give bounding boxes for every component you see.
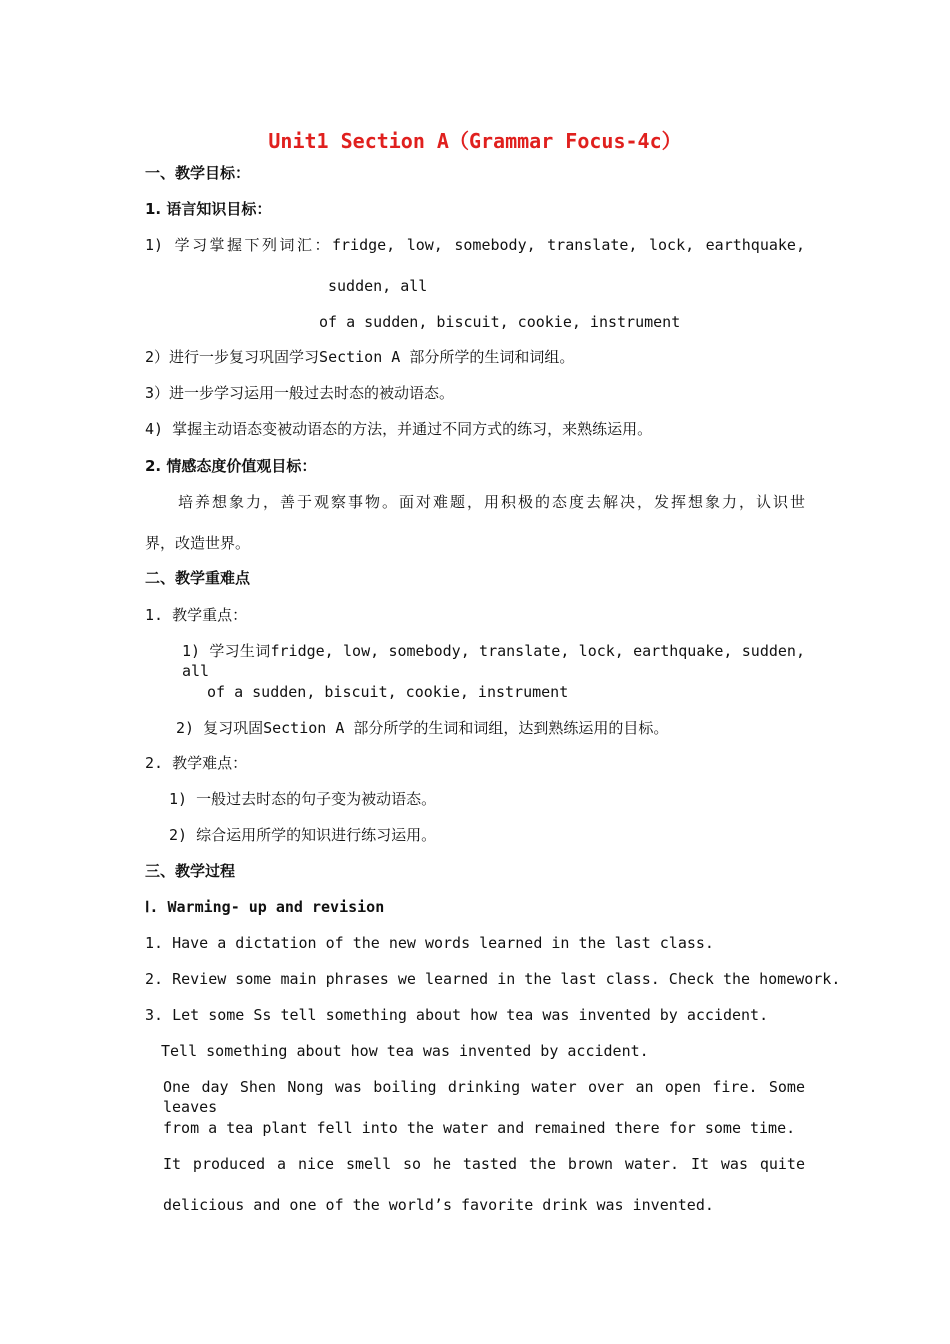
vocab-list-line-1: 1) 学习掌握下列词汇：fridge, low, somebody, translate, lock, earthquake, (145, 236, 805, 254)
attitude-paragraph-line-2: 界，改造世界。 (145, 534, 251, 552)
difficult-points-label: 2. 教学难点： (145, 754, 248, 772)
story-line-3: It produced a nice smell so he tasted the brown water. It was quite (163, 1155, 805, 1173)
story-line-4: delicious and one of the world’s favorite drink was invented. (163, 1196, 714, 1214)
page-title: Unit1 Section A（Grammar Focus-4c） (268, 129, 682, 153)
vocab-list-line-2: sudden, all (328, 277, 428, 295)
subsection-attitude-goals: 2. 情感态度价值观目标： (145, 457, 317, 475)
section-3-heading: 三、教学过程 (145, 862, 236, 880)
difficult-point-2: 2) 综合运用所学的知识进行练习运用。 (169, 826, 437, 844)
subsection-language-goals: 1. 语言知识目标： (145, 200, 272, 218)
goal-item-2: 2）进行一步复习巩固学习Section A 部分所学的生词和词组。 (145, 348, 575, 366)
goal-item-3: 3）进一步学习运用一般过去时态的被动语态。 (145, 384, 455, 402)
procedure-item-1: 1. Have a dictation of the new words learned in the last class. (145, 934, 714, 952)
step-1-heading: Ⅰ. Warming- up and revision (145, 898, 385, 916)
goal-item-4: 4) 掌握主动语态变被动语态的方法，并通过不同方式的练习，来熟练运用。 (145, 420, 653, 438)
attitude-paragraph-line-1: 培养想象力，善于观察事物。面对难题，用积极的态度去解决，发挥想象力，认识世 (178, 493, 805, 511)
procedure-item-3: 3. Let some Ss tell something about how tea was invented by accident. (145, 1006, 769, 1024)
procedure-item-2: 2. Review some main phrases we learned in the last class. Check the homework. (145, 970, 841, 988)
key-point-2: 2) 复习巩固Section A 部分所学的生词和词组，达到熟练运用的目标。 (176, 719, 669, 737)
vocab-list-line-3: of a sudden, biscuit, cookie, instrument (319, 313, 681, 331)
story-line-2: from a tea plant fell into the water and remained there for some time. (163, 1119, 796, 1137)
story-line-1: One day Shen Nong was boiling drinking water over an open fire. Some leaves (163, 1078, 805, 1116)
procedure-item-3-sub: Tell something about how tea was invented by accident. (161, 1042, 649, 1060)
section-2-heading: 二、教学重难点 (145, 569, 251, 587)
key-point-1-line-1: 1) 学习生词fridge, low, somebody, translate, lock, earthquake, sudden, all (182, 642, 805, 680)
key-point-1-line-2: of a sudden, biscuit, cookie, instrument (207, 683, 569, 701)
key-points-label: 1. 教学重点： (145, 606, 248, 624)
section-1-heading: 一、教学目标： (145, 164, 251, 182)
difficult-point-1: 1) 一般过去时态的句子变为被动语态。 (169, 790, 437, 808)
